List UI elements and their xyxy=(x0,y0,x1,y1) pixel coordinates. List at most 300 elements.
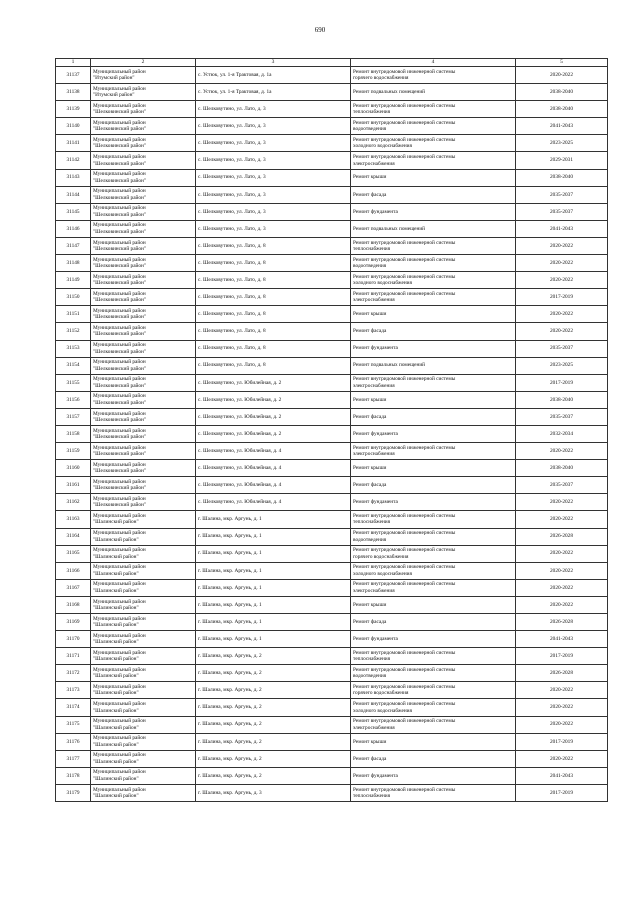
row-number: 31151 xyxy=(56,306,91,323)
row-number: 31157 xyxy=(56,408,91,425)
work-type-line: водоотведения xyxy=(353,536,387,543)
period-cell: 2041-2043 xyxy=(516,631,608,648)
work-type-line: холодного водоснабжения xyxy=(353,143,412,150)
municipality-line: "Шелковинский район" xyxy=(93,348,147,355)
period-cell: 2020-2022 xyxy=(516,699,608,716)
row-number: 31177 xyxy=(56,750,91,767)
work-type-cell xyxy=(351,545,516,562)
municipality-line: Муниципальный район xyxy=(93,273,146,280)
address-cell: с. Шелковутино, ул. Юбилейная, д. 4 xyxy=(196,460,351,477)
municipality-line: Муниципальный район xyxy=(93,393,146,400)
row-number: 31144 xyxy=(56,186,91,203)
table-row xyxy=(56,323,608,340)
address-cell: г. Шалина, мкр. Аргунь, д. 1 xyxy=(196,614,351,631)
municipality-line: Муниципальный район xyxy=(93,752,146,759)
municipality-line: "Шелковинский район" xyxy=(93,468,147,475)
row-number: 31170 xyxy=(56,631,91,648)
work-type-cell xyxy=(351,323,516,340)
address-cell: с. Шелковутино, ул. Лато, д. 8 xyxy=(196,357,351,374)
work-type-cell xyxy=(351,477,516,494)
table-row xyxy=(56,374,608,391)
municipality-cell xyxy=(91,477,196,494)
work-type-line: электроснабжения xyxy=(353,724,395,731)
municipality-cell xyxy=(91,237,196,254)
address-cell: г. Шалина, мкр. Аргунь, д. 2 xyxy=(196,733,351,750)
municipality-cell xyxy=(91,528,196,545)
municipality-cell xyxy=(91,67,196,84)
table-row xyxy=(56,528,608,545)
work-type-cell xyxy=(351,152,516,169)
municipality-line: Муниципальный район xyxy=(93,735,146,742)
row-number: 31168 xyxy=(56,596,91,613)
work-type-line: Ремонт крыши xyxy=(353,174,387,181)
period-cell: 2038-2040 xyxy=(516,84,608,101)
work-type-line: Ремонт внутридомовой инженерной системы xyxy=(353,102,456,109)
period-cell: 2026-2028 xyxy=(516,528,608,545)
municipality-line: Муниципальный район xyxy=(93,171,146,178)
table-row xyxy=(56,152,608,169)
municipality-line: "Шелковинский район" xyxy=(93,382,147,389)
work-type-line: Ремонт фасада xyxy=(353,413,387,420)
work-type-line: Ремонт фасада xyxy=(353,482,387,489)
work-type-cell xyxy=(351,699,516,716)
address-cell: с. Шелковутино, ул. Лато, д. 3 xyxy=(196,152,351,169)
municipality-line: "Шелковинский район" xyxy=(93,228,147,235)
work-type-cell xyxy=(351,665,516,682)
row-number: 31163 xyxy=(56,511,91,528)
row-number: 31169 xyxy=(56,614,91,631)
municipality-line: Муниципальный район xyxy=(93,256,146,263)
work-type-line: Ремонт подвальных помещений xyxy=(353,225,425,232)
municipality-line: Муниципальный район xyxy=(93,769,146,776)
address-cell: г. Шалина, мкр. Аргунь, д. 2 xyxy=(196,648,351,665)
work-type-line: электроснабжения xyxy=(353,451,395,458)
row-number: 31174 xyxy=(56,699,91,716)
municipality-line: Муниципальный район xyxy=(93,342,146,349)
table-row xyxy=(56,596,608,613)
table-row xyxy=(56,545,608,562)
period-cell: 2017-2019 xyxy=(516,733,608,750)
municipality-line: Муниципальный район xyxy=(93,513,146,520)
work-type-line: Ремонт внутридомовой инженерной системы xyxy=(353,119,456,126)
address-cell: с. Шелковутино, ул. Юбилейная, д. 4 xyxy=(196,494,351,511)
row-number: 31147 xyxy=(56,237,91,254)
table-row xyxy=(56,477,608,494)
period-cell: 2020-2022 xyxy=(516,323,608,340)
row-number: 31158 xyxy=(56,425,91,442)
municipality-line: "Шелковинский район" xyxy=(93,485,147,492)
work-type-cell xyxy=(351,631,516,648)
work-type-line: теплоснабжения xyxy=(353,109,391,116)
municipality-line: "Шалинский район" xyxy=(93,536,139,543)
row-number: 31143 xyxy=(56,169,91,186)
municipality-line: Муниципальный район xyxy=(93,154,146,161)
address-cell: г. Шалина, мкр. Аргунь, д. 1 xyxy=(196,596,351,613)
work-type-cell xyxy=(351,67,516,84)
municipality-line: Муниципальный район xyxy=(93,615,146,622)
table-row xyxy=(56,272,608,289)
municipality-line: "Шелковинский район" xyxy=(93,194,147,201)
municipality-cell xyxy=(91,84,196,101)
row-number: 31149 xyxy=(56,272,91,289)
municipality-line: Муниципальный район xyxy=(93,632,146,639)
work-type-line: Ремонт внутридомовой инженерной системы xyxy=(353,513,456,520)
municipality-line: "Шелковинский район" xyxy=(93,126,147,133)
table-body xyxy=(56,67,608,802)
municipality-line: Муниципальный район xyxy=(93,325,146,332)
municipality-line: Муниципальный район xyxy=(93,786,146,793)
municipality-cell xyxy=(91,186,196,203)
table-row xyxy=(56,648,608,665)
municipality-line: Муниципальный район xyxy=(93,102,146,109)
table-row xyxy=(56,699,608,716)
municipality-cell xyxy=(91,545,196,562)
work-type-cell xyxy=(351,579,516,596)
address-cell: с. Шелковутино, ул. Юбилейная, д. 4 xyxy=(196,477,351,494)
work-type-cell xyxy=(351,494,516,511)
period-cell: 2026-2028 xyxy=(516,665,608,682)
municipality-cell xyxy=(91,648,196,665)
work-type-cell xyxy=(351,272,516,289)
municipality-line: "Шелковинский район" xyxy=(93,434,147,441)
work-type-line: Ремонт внутридомовой инженерной системы xyxy=(353,239,456,246)
work-type-cell xyxy=(351,733,516,750)
municipality-cell xyxy=(91,152,196,169)
work-type-line: Ремонт фундамента xyxy=(353,345,398,352)
period-cell: 2020-2022 xyxy=(516,237,608,254)
municipality-cell xyxy=(91,767,196,784)
address-cell: с. Шелковутино, ул. Юбилейная, д. 2 xyxy=(196,425,351,442)
address-cell: г. Шалина, мкр. Аргунь, д. 1 xyxy=(196,562,351,579)
work-type-line: теплоснабжения xyxy=(353,519,391,526)
work-type-cell xyxy=(351,750,516,767)
municipality-cell xyxy=(91,408,196,425)
address-cell: с. Шелковутино, ул. Лато, д. 8 xyxy=(196,272,351,289)
work-type-cell xyxy=(351,528,516,545)
work-type-line: холодного водоснабжения xyxy=(353,280,412,287)
period-cell: 2020-2022 xyxy=(516,306,608,323)
municipality-cell xyxy=(91,631,196,648)
period-cell: 2017-2019 xyxy=(516,289,608,306)
municipality-cell xyxy=(91,579,196,596)
period-cell: 2035-2037 xyxy=(516,408,608,425)
work-type-cell xyxy=(351,408,516,425)
address-cell: с. Шелковутино, ул. Юбилейная, д. 4 xyxy=(196,443,351,460)
row-number: 31141 xyxy=(56,135,91,152)
period-cell: 2035-2037 xyxy=(516,340,608,357)
work-type-line: горячего водоснабжения xyxy=(353,553,409,560)
municipality-cell xyxy=(91,340,196,357)
municipality-cell xyxy=(91,101,196,118)
row-number: 31154 xyxy=(56,357,91,374)
work-type-cell xyxy=(351,169,516,186)
municipality-cell xyxy=(91,494,196,511)
work-type-cell xyxy=(351,596,516,613)
address-cell: с. Шелковутино, ул. Лато, д. 8 xyxy=(196,289,351,306)
municipality-cell xyxy=(91,289,196,306)
row-number: 31137 xyxy=(56,67,91,84)
table-row xyxy=(56,340,608,357)
table-row xyxy=(56,579,608,596)
table-row xyxy=(56,460,608,477)
table-row xyxy=(56,84,608,101)
municipality-line: "Шалинский район" xyxy=(93,519,139,526)
period-cell: 2020-2022 xyxy=(516,272,608,289)
municipality-cell xyxy=(91,614,196,631)
work-type-line: Ремонт внутридомовой инженерной системы xyxy=(353,581,456,588)
work-type-line: Ремонт внутридомовой инженерной системы xyxy=(353,786,456,793)
work-type-line: Ремонт внутридомовой инженерной системы xyxy=(353,666,456,673)
address-cell: г. Шалина, мкр. Аргунь, д. 1 xyxy=(196,528,351,545)
period-cell: 2020-2022 xyxy=(516,511,608,528)
municipality-line: "Шелковинский район" xyxy=(93,143,147,150)
period-cell: 2041-2043 xyxy=(516,220,608,237)
municipality-cell xyxy=(91,272,196,289)
table-row xyxy=(56,408,608,425)
row-number: 31155 xyxy=(56,374,91,391)
row-number: 31152 xyxy=(56,323,91,340)
address-cell: с. Шелковутино, ул. Юбилейная, д. 2 xyxy=(196,391,351,408)
work-type-line: Ремонт фундамента xyxy=(353,772,398,779)
municipality-cell xyxy=(91,391,196,408)
period-cell: 2020-2022 xyxy=(516,443,608,460)
work-type-line: Ремонт внутридомовой инженерной системы xyxy=(353,564,456,571)
work-type-line: холодного водоснабжения xyxy=(353,707,412,714)
period-cell: 2041-2043 xyxy=(516,767,608,784)
address-cell: г. Шалина, мкр. Аргунь, д. 2 xyxy=(196,665,351,682)
municipality-line: Муниципальный район xyxy=(93,410,146,417)
row-number: 31150 xyxy=(56,289,91,306)
work-type-line: теплоснабжения xyxy=(353,792,391,799)
work-type-line: холодного водоснабжения xyxy=(353,570,412,577)
municipality-cell xyxy=(91,203,196,220)
work-type-cell xyxy=(351,84,516,101)
work-type-cell xyxy=(351,425,516,442)
work-type-cell xyxy=(351,306,516,323)
period-cell: 2038-2040 xyxy=(516,391,608,408)
table-row xyxy=(56,255,608,272)
address-cell: с. Устюк, ул. 1-я Трактовая, д. 1а xyxy=(196,84,351,101)
work-type-cell xyxy=(351,340,516,357)
table-row xyxy=(56,118,608,135)
work-type-line: Ремонт подвальных помещений xyxy=(353,362,425,369)
municipality-line: Муниципальный район xyxy=(93,427,146,434)
work-type-cell xyxy=(351,614,516,631)
work-type-line: Ремонт внутридомовой инженерной системы xyxy=(353,684,456,691)
row-number: 31142 xyxy=(56,152,91,169)
period-cell: 2020-2022 xyxy=(516,682,608,699)
period-cell: 2038-2040 xyxy=(516,460,608,477)
period-cell: 2038-2040 xyxy=(516,101,608,118)
table-row xyxy=(56,101,608,118)
period-cell: 2023-2025 xyxy=(516,135,608,152)
work-type-cell xyxy=(351,391,516,408)
municipality-cell xyxy=(91,716,196,733)
work-type-cell xyxy=(351,716,516,733)
row-number: 31172 xyxy=(56,665,91,682)
work-type-cell xyxy=(351,203,516,220)
municipality-cell xyxy=(91,425,196,442)
municipality-line: Муниципальный район xyxy=(93,68,146,75)
work-type-cell xyxy=(351,511,516,528)
row-number: 31140 xyxy=(56,118,91,135)
row-number: 31171 xyxy=(56,648,91,665)
municipality-line: Муниципальный район xyxy=(93,530,146,537)
work-type-line: Ремонт внутридомовой инженерной системы xyxy=(353,376,456,383)
municipality-cell xyxy=(91,784,196,801)
period-cell: 2032-2034 xyxy=(516,425,608,442)
municipality-line: "Шелковинский район" xyxy=(93,314,147,321)
address-cell: с. Шелковутино, ул. Лато, д. 3 xyxy=(196,186,351,203)
municipality-line: Муниципальный район xyxy=(93,495,146,502)
municipality-line: "Шалинский район" xyxy=(93,587,139,594)
municipality-line: "Шелковинский район" xyxy=(93,211,147,218)
work-type-line: электроснабжения xyxy=(353,587,395,594)
work-type-line: Ремонт внутридомовой инженерной системы xyxy=(353,68,456,75)
work-type-line: Ремонт внутридомовой инженерной системы xyxy=(353,547,456,554)
address-cell: с. Шелковутино, ул. Лато, д. 8 xyxy=(196,340,351,357)
row-number: 31146 xyxy=(56,220,91,237)
work-type-line: Ремонт внутридомовой инженерной системы xyxy=(353,137,456,144)
period-cell: 2029-2031 xyxy=(516,152,608,169)
row-number: 31164 xyxy=(56,528,91,545)
work-type-cell xyxy=(351,118,516,135)
address-cell: г. Шалина, мкр. Аргунь, д. 2 xyxy=(196,750,351,767)
table-row xyxy=(56,186,608,203)
work-type-line: Ремонт внутридомовой инженерной системы xyxy=(353,154,456,161)
row-number: 31159 xyxy=(56,443,91,460)
work-type-line: электроснабжения xyxy=(353,382,395,389)
address-cell: с. Шелковутино, ул. Лато, д. 3 xyxy=(196,118,351,135)
municipality-line: Муниципальный район xyxy=(93,290,146,297)
municipality-line: "Шалинский район" xyxy=(93,622,139,629)
work-type-line: Ремонт внутридомовой инженерной системы xyxy=(353,718,456,725)
work-type-line: Ремонт фундамента xyxy=(353,430,398,437)
period-cell: 2035-2037 xyxy=(516,203,608,220)
municipality-line: Муниципальный район xyxy=(93,188,146,195)
address-cell: г. Шалина, мкр. Аргунь, д. 1 xyxy=(196,579,351,596)
municipality-line: Муниципальный район xyxy=(93,684,146,691)
municipality-cell xyxy=(91,118,196,135)
row-number: 31160 xyxy=(56,460,91,477)
address-cell: с. Шелковутино, ул. Лато, д. 8 xyxy=(196,255,351,272)
work-type-line: Ремонт фасада xyxy=(353,755,387,762)
municipality-line: "Шалинский район" xyxy=(93,758,139,765)
municipality-line: "Шалинский район" xyxy=(93,690,139,697)
municipality-line: Муниципальный район xyxy=(93,307,146,314)
municipality-line: "Шалинский район" xyxy=(93,553,139,560)
table-row xyxy=(56,750,608,767)
work-type-cell xyxy=(351,357,516,374)
municipality-cell xyxy=(91,699,196,716)
period-cell: 2041-2043 xyxy=(516,118,608,135)
address-cell: с. Шелковутино, ул. Лато, д. 8 xyxy=(196,323,351,340)
period-cell: 2026-2028 xyxy=(516,614,608,631)
row-number: 31167 xyxy=(56,579,91,596)
work-type-line: Ремонт фундамента xyxy=(353,499,398,506)
table-row xyxy=(56,716,608,733)
work-type-line: электроснабжения xyxy=(353,160,395,167)
address-cell: с. Шелковутино, ул. Лато, д. 8 xyxy=(196,237,351,254)
work-type-line: Ремонт внутридомовой инженерной системы xyxy=(353,649,456,656)
municipality-cell xyxy=(91,169,196,186)
address-cell: г. Шалина, мкр. Аргунь, д. 1 xyxy=(196,545,351,562)
municipality-line: "Шалинский район" xyxy=(93,792,139,799)
work-type-line: теплоснабжения xyxy=(353,656,391,663)
address-cell: г. Шалина, мкр. Аргунь, д. 2 xyxy=(196,699,351,716)
row-number: 31138 xyxy=(56,84,91,101)
work-type-line: Ремонт фундамента xyxy=(353,208,398,215)
address-cell: с. Шелковутино, ул. Лато, д. 3 xyxy=(196,203,351,220)
table-row xyxy=(56,767,608,784)
municipality-line: Муниципальный район xyxy=(93,461,146,468)
row-number: 31162 xyxy=(56,494,91,511)
municipality-line: "Шелковинский район" xyxy=(93,416,147,423)
municipality-cell xyxy=(91,665,196,682)
municipality-cell xyxy=(91,750,196,767)
work-type-line: Ремонт фасада xyxy=(353,618,387,625)
work-type-cell xyxy=(351,767,516,784)
period-cell: 2017-2019 xyxy=(516,648,608,665)
table-row xyxy=(56,425,608,442)
period-cell: 2035-2037 xyxy=(516,186,608,203)
table-row xyxy=(56,220,608,237)
row-number: 31176 xyxy=(56,733,91,750)
work-type-line: электроснабжения xyxy=(353,297,395,304)
period-cell: 2020-2022 xyxy=(516,494,608,511)
municipality-line: Муниципальный район xyxy=(93,666,146,673)
work-type-line: Ремонт крыши xyxy=(353,738,387,745)
work-type-cell xyxy=(351,460,516,477)
column-header: 4 xyxy=(351,59,516,67)
work-type-line: Ремонт крыши xyxy=(353,601,387,608)
table-row xyxy=(56,631,608,648)
municipality-cell xyxy=(91,460,196,477)
address-cell: с. Шелковутино, ул. Лато, д. 3 xyxy=(196,169,351,186)
municipality-cell xyxy=(91,374,196,391)
municipality-line: Муниципальный район xyxy=(93,119,146,126)
municipality-line: "Шелковинский район" xyxy=(93,177,147,184)
period-cell: 2020-2022 xyxy=(516,67,608,84)
municipality-line: "Шелковинский район" xyxy=(93,160,147,167)
municipality-cell xyxy=(91,255,196,272)
address-cell: г. Шалина, мкр. Аргунь, д. 3 xyxy=(196,784,351,801)
municipality-cell xyxy=(91,357,196,374)
table-row xyxy=(56,784,608,801)
work-type-line: Ремонт внутридомовой инженерной системы xyxy=(353,256,456,263)
address-cell: г. Шалина, мкр. Аргунь, д. 2 xyxy=(196,716,351,733)
period-cell: 2017-2019 xyxy=(516,784,608,801)
municipality-line: Муниципальный район xyxy=(93,478,146,485)
municipality-cell xyxy=(91,511,196,528)
work-type-cell xyxy=(351,255,516,272)
municipality-line: "Шелковинский район" xyxy=(93,297,147,304)
table-row xyxy=(56,169,608,186)
work-type-cell xyxy=(351,186,516,203)
row-number: 31161 xyxy=(56,477,91,494)
municipality-cell xyxy=(91,220,196,237)
period-cell: 2020-2022 xyxy=(516,562,608,579)
address-cell: с. Шелковутино, ул. Лато, д. 8 xyxy=(196,306,351,323)
work-type-cell xyxy=(351,374,516,391)
municipality-line: "Шелковинский район" xyxy=(93,365,147,372)
municipality-line: Муниципальный район xyxy=(93,359,146,366)
period-cell: 2035-2037 xyxy=(516,477,608,494)
row-number: 31156 xyxy=(56,391,91,408)
work-type-line: теплоснабжения xyxy=(353,245,391,252)
municipality-line: Муниципальный район xyxy=(93,701,146,708)
work-type-line: Ремонт подвальных помещений xyxy=(353,88,425,95)
